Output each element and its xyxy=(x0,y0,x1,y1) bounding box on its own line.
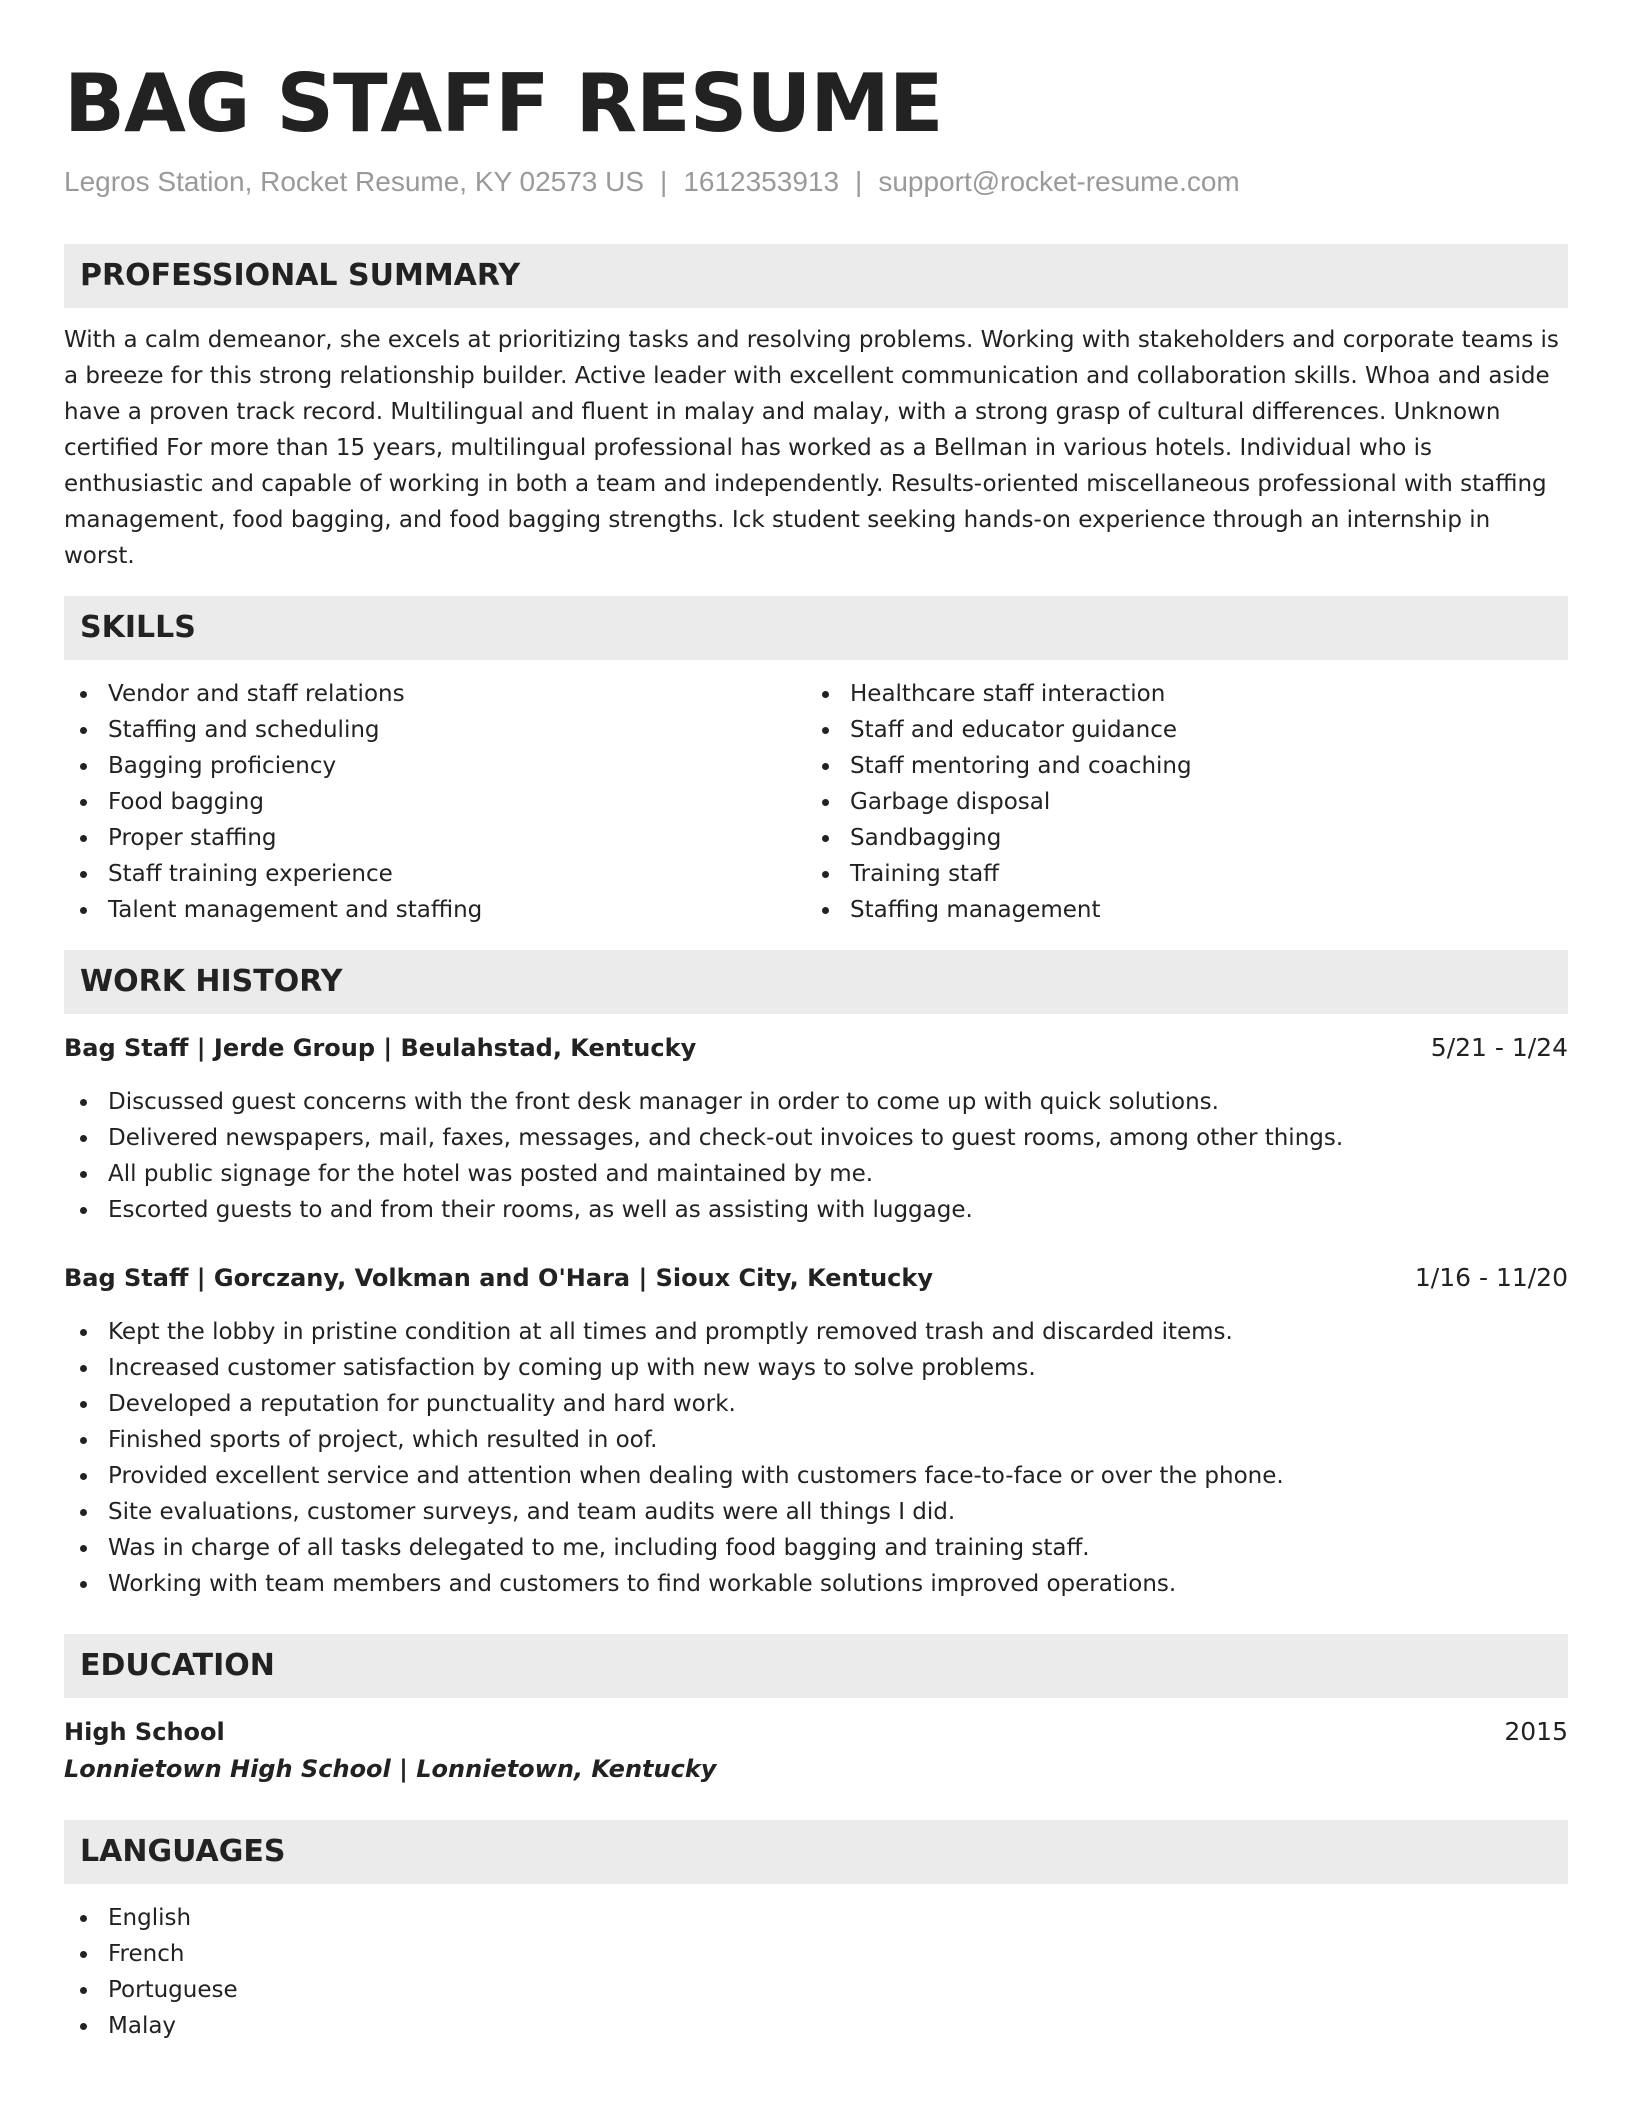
education-degree: High School xyxy=(64,1718,225,1746)
job-duty: Escorted guests to and from their rooms, as well as assisting with luggage. xyxy=(64,1192,1568,1228)
skills-column-right xyxy=(806,676,1548,928)
skill-item: Garbage disposal xyxy=(806,784,1548,820)
section-header-work-history: WORK HISTORY xyxy=(64,950,1568,1014)
skill-item: Healthcare staff interaction xyxy=(806,676,1548,712)
education-entry xyxy=(64,1714,1568,1788)
job-duty: All public signage for the hotel was posted and maintained by me. xyxy=(64,1156,1568,1192)
resume-page xyxy=(64,54,1568,2044)
contact-phone: 1612353913 xyxy=(683,166,840,197)
job-duty: Delivered newspapers, mail, faxes, messages, and check-out invoices to guest rooms, among other things. xyxy=(64,1120,1568,1156)
skills-column-left xyxy=(64,676,806,928)
job-entry xyxy=(64,1030,1568,1228)
skill-item: Vendor and staff relations xyxy=(64,676,806,712)
skill-item: Staff and educator guidance xyxy=(806,712,1548,748)
job-duty: Provided excellent service and attention when dealing with customers face-to-face or over the phone. xyxy=(64,1458,1568,1494)
skill-item: Training staff xyxy=(806,856,1548,892)
resume-title: BAG STAFF RESUME xyxy=(64,57,943,150)
job-duty: Developed a reputation for punctuality and hard work. xyxy=(64,1386,1568,1422)
skills-list xyxy=(64,676,1568,928)
job-duty: Finished sports of project, which resulted in oof. xyxy=(64,1422,1568,1458)
language-item: Malay xyxy=(64,2008,1568,2044)
job-title: Bag Staff | Gorczany, Volkman and O'Hara | Sioux City, Kentucky xyxy=(64,1264,934,1292)
skill-item: Staff mentoring and coaching xyxy=(806,748,1548,784)
job-header xyxy=(64,1260,1568,1296)
skill-item: Staff training experience xyxy=(64,856,806,892)
contact-address: Legros Station, Rocket Resume, KY 02573 US xyxy=(64,166,645,197)
job-duty: Discussed guest concerns with the front desk manager in order to come up with quick solutions. xyxy=(64,1084,1568,1120)
section-header-languages: LANGUAGES xyxy=(64,1820,1568,1884)
contact-email: support@rocket-resume.com xyxy=(878,166,1240,197)
job-duty: Increased customer satisfaction by coming up with new ways to solve problems. xyxy=(64,1350,1568,1386)
job-duties xyxy=(64,1314,1568,1602)
job-duty: Kept the lobby in pristine condition at all times and promptly removed trash and discarded items. xyxy=(64,1314,1568,1350)
skill-item: Staffing management xyxy=(806,892,1548,928)
job-duty: Was in charge of all tasks delegated to me, including food bagging and training staff. xyxy=(64,1530,1568,1566)
contact-separator: | xyxy=(855,166,863,197)
job-date: 1/16 - 11/20 xyxy=(1414,1263,1568,1292)
education-year: 2015 xyxy=(1504,1717,1568,1746)
job-duties xyxy=(64,1084,1568,1228)
contact-separator: | xyxy=(660,166,668,197)
section-header-skills: SKILLS xyxy=(64,596,1568,660)
skill-item: Proper staffing xyxy=(64,820,806,856)
skill-item: Staffing and scheduling xyxy=(64,712,806,748)
language-item: French xyxy=(64,1936,1568,1972)
language-item: English xyxy=(64,1900,1568,1936)
job-date: 5/21 - 1/24 xyxy=(1430,1033,1568,1062)
job-entry xyxy=(64,1260,1568,1602)
job-duty: Working with team members and customers to find workable solutions improved operations. xyxy=(64,1566,1568,1602)
education-header xyxy=(64,1714,1568,1750)
languages-list xyxy=(64,1900,1568,2044)
contact-line xyxy=(64,162,1568,202)
education-school: Lonnietown High School | Lonnietown, Kentucky xyxy=(64,1755,717,1783)
job-header xyxy=(64,1030,1568,1066)
job-duty: Site evaluations, customer surveys, and team audits were all things I did. xyxy=(64,1494,1568,1530)
section-header-summary: PROFESSIONAL SUMMARY xyxy=(64,244,1568,308)
skill-item: Bagging proficiency xyxy=(64,748,806,784)
job-title: Bag Staff | Jerde Group | Beulahstad, Kentucky xyxy=(64,1034,697,1062)
skill-item: Sandbagging xyxy=(806,820,1548,856)
summary-text: With a calm demeanor, she excels at prioritizing tasks and resolving problems. Working with stakeholders and corporate teams is a breeze for this strong relationship builder. Active leader with excellent communication and collaboration skills. Whoa and aside have a proven track record. Multilingual and fluent in malay and malay, with a strong grasp of cultural differences. Unknown certified For more than 15 years, multilingual professional has worked as a Bellman in various hotels. Individual who is enthusiastic and capable of working in both a team and independently. Results-oriented miscellaneous professional with staffing management, food bagging, and food bagging strengths. Ick student seeking hands-on experience through an internship in worst. xyxy=(64,327,1559,569)
section-header-education: EDUCATION xyxy=(64,1634,1568,1698)
skill-item: Talent management and staffing xyxy=(64,892,806,928)
language-item: Portuguese xyxy=(64,1972,1568,2008)
skill-item: Food bagging xyxy=(64,784,806,820)
